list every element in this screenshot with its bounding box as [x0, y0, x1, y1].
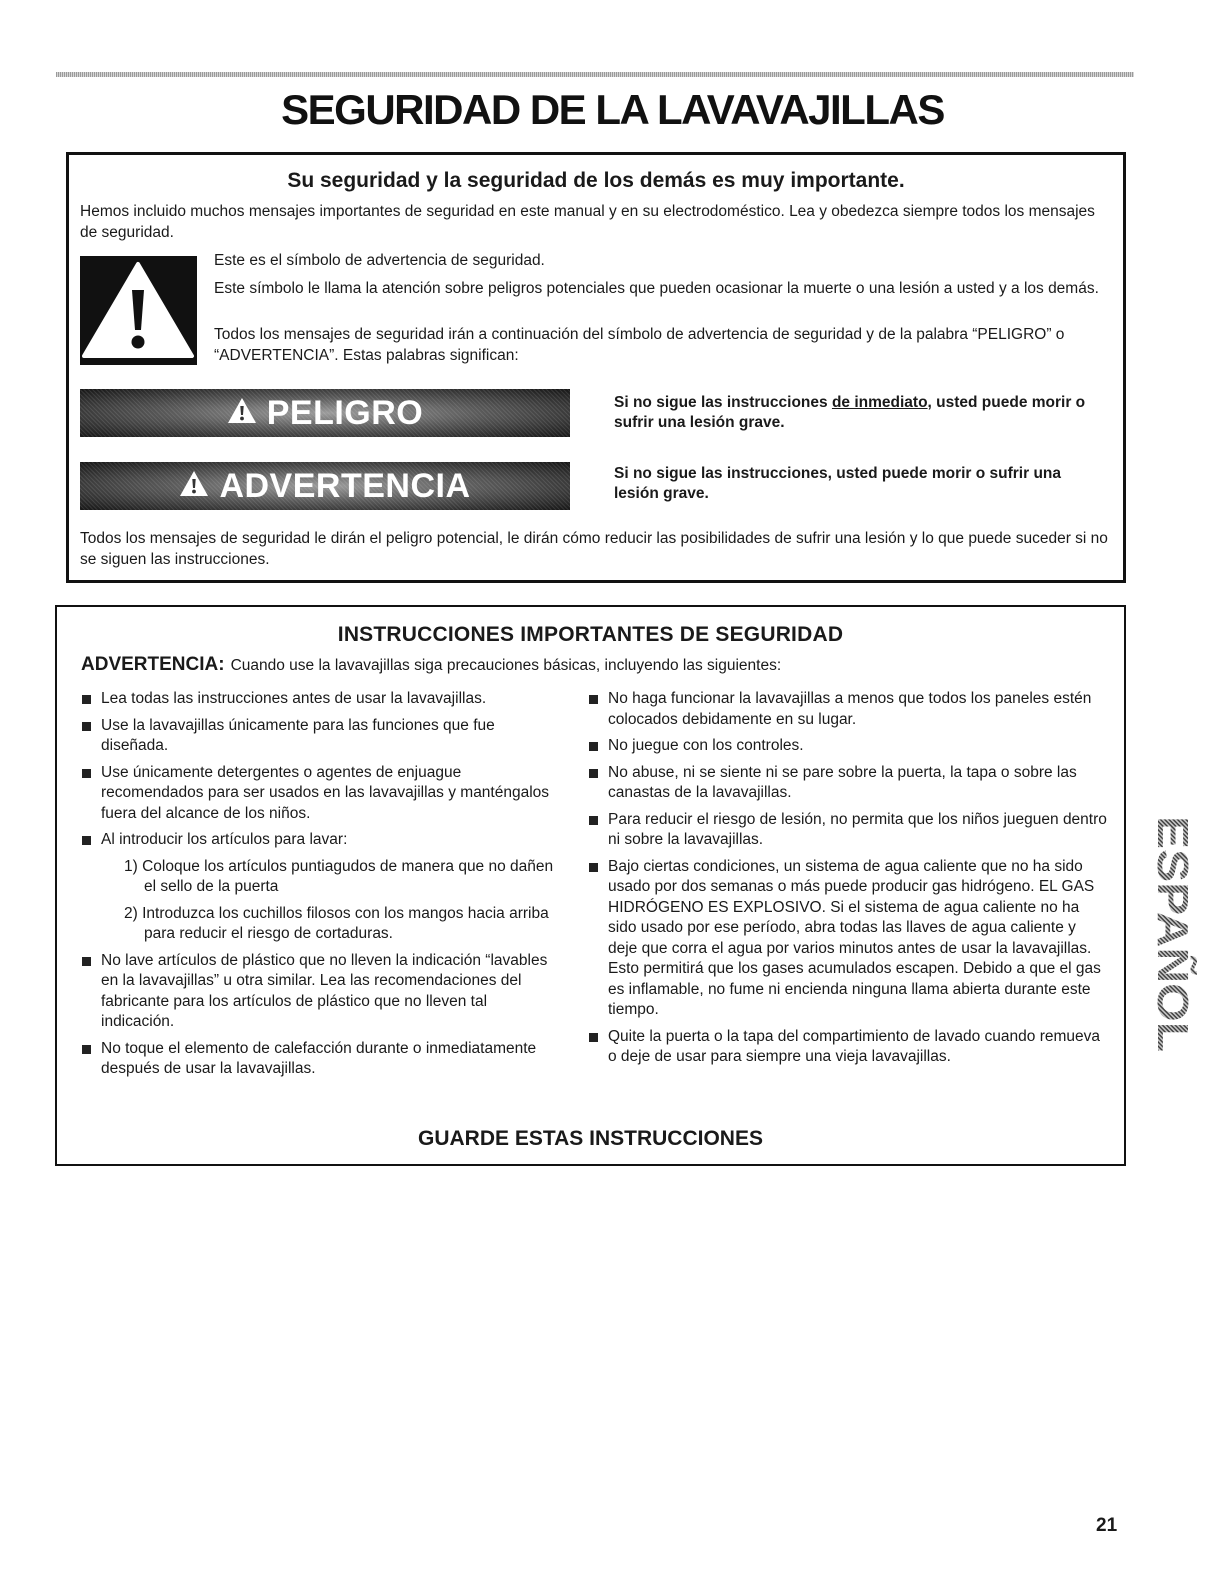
list-item: Use únicamente detergentes o agentes de enjuague recomendados para ser usados en las lavavajillas y manténgalos fuera del alcance de los niños.	[81, 763, 561, 825]
list-item: Lea todas las instrucciones antes de usar la lavavajillas.	[81, 689, 561, 710]
square-bullet-icon	[82, 695, 91, 704]
list-item: Bajo ciertas condiciones, un sistema de agua caliente que no ha sido usado por dos semanas o más puede producir gas hidrógeno. EL GAS HIDRÓGENO ES EXPLOSIVO. Si el sistema de agua caliente no ha sido usado por ese período, abra todas las llaves de agua caliente y deje que corra el agua por varios minutos antes de usar la lavavajillas. Esto permitirá que los gases acumulados escapen. Debido a que el gas es inflamable, no fume ni encienda ninguna llama abierta durante este tiempo.	[588, 857, 1108, 1021]
warning-triangle-icon	[227, 394, 257, 433]
square-bullet-icon	[589, 769, 598, 778]
list-item: No haga funcionar la lavavajillas a menos que todos los paneles estén colocados debidamente en su lugar.	[588, 689, 1108, 730]
safety-intro-box	[66, 152, 1126, 583]
list-item: Para reducir el riesgo de lesión, no permita que los niños jueguen dentro ni sobre la lavavajillas.	[588, 810, 1108, 851]
instructions-left-column	[81, 689, 561, 1086]
warning-triangle-icon	[179, 467, 209, 506]
page-title: SEGURIDAD DE LA LAVAVAJILLAS	[281, 86, 944, 133]
square-bullet-icon	[82, 769, 91, 778]
warning-label: ADVERTENCIA:	[81, 654, 225, 675]
list-item: No toque el elemento de calefacción durante o inmediatamente después de usar la lavavajillas.	[81, 1039, 561, 1080]
list-item: No juegue con los controles.	[588, 736, 1108, 757]
sub-list-item: 2) Introduzca los cuchillos filosos con los mangos hacia arriba para reducir el riesgo de cortaduras.	[124, 904, 549, 942]
square-bullet-icon	[82, 722, 91, 731]
safety-alert-triangle-icon	[80, 256, 197, 365]
warning-text: Cuando use la lavavajillas siga precauciones básicas, incluyendo las siguientes:	[230, 657, 782, 674]
square-bullet-icon	[589, 695, 598, 704]
danger-description: Si no sigue las instrucciones de inmediato, usted puede morir o sufrir una lesión grave.	[614, 394, 1086, 431]
list-item: No abuse, ni se siente ni se pare sobre la puerta, la tapa o sobre las canastas de la lavavajillas.	[588, 763, 1108, 804]
side-tab-label: ESPAÑOL	[1150, 816, 1197, 1026]
top-rule	[56, 72, 1134, 77]
list-item: Al introducir los artículos para lavar:	[81, 830, 561, 851]
danger-banner	[80, 389, 570, 437]
square-bullet-icon	[589, 863, 598, 872]
square-bullet-icon	[589, 1033, 598, 1042]
page-number: 21	[1096, 1515, 1118, 1536]
list-item: Use la lavavajillas únicamente para las funciones que fue diseñada.	[81, 716, 561, 757]
warning-label: ADVERTENCIA	[219, 466, 471, 505]
language-side-tab	[1150, 816, 1200, 1056]
danger-label: PELIGRO	[266, 393, 424, 432]
warning-description: Si no sigue las instrucciones, usted puede morir o sufrir una lesión grave.	[614, 465, 1062, 502]
square-bullet-icon	[82, 836, 91, 845]
important-instructions-box	[55, 605, 1126, 1166]
instructions-heading: INSTRUCCIONES IMPORTANTES DE SEGURIDAD	[337, 623, 844, 646]
warning-banner	[80, 462, 570, 510]
instructions-warning	[81, 654, 1111, 676]
list-item: Quite la puerta o la tapa del compartimiento de lavado cuando remueva o deje de usar para siempre una vieja lavavajillas.	[588, 1027, 1108, 1068]
symbol-paragraph: Este símbolo le llama la atención sobre peligros potenciales que pueden ocasionar la muerte o una lesión a usted y a los demás.	[214, 280, 1099, 297]
safety-box-heading: Su seguridad y la seguridad de los demás es muy importante.	[287, 169, 905, 192]
symbol-paragraph: Todos los mensajes de seguridad irán a continuación del símbolo de advertencia de seguridad y de la palabra “PELIGRO” o “ADVERTENCIA”. Estas palabras significan:	[214, 326, 1065, 364]
square-bullet-icon	[589, 742, 598, 751]
square-bullet-icon	[82, 1045, 91, 1054]
square-bullet-icon	[589, 816, 598, 825]
safety-box-intro: Hemos incluido muchos mensajes importantes de seguridad en este manual y en su electrodoméstico. Lea y obedezca siempre todos los mensajes de seguridad.	[80, 203, 1095, 241]
instructions-right-column	[588, 689, 1108, 1074]
sub-list-item: 1) Coloque los artículos puntiagudos de manera que no dañen el sello de la puerta	[124, 857, 554, 895]
square-bullet-icon	[82, 957, 91, 966]
safety-box-footer: Todos los mensajes de seguridad le dirán el peligro potencial, le dirán cómo reducir las posibilidades de sufrir una lesión y lo que puede suceder si no se siguen las instrucciones.	[80, 530, 1108, 568]
save-instructions-footer: GUARDE ESTAS INSTRUCCIONES	[418, 1127, 763, 1150]
symbol-paragraph: Este es el símbolo de advertencia de seguridad.	[214, 252, 545, 269]
list-item: No lave artículos de plástico que no lleven la indicación “lavables en la lavavajillas” u otra similar. Lea las recomendaciones del fabricante para los artículos de plástico que no lleven tal indicación.	[81, 951, 561, 1033]
